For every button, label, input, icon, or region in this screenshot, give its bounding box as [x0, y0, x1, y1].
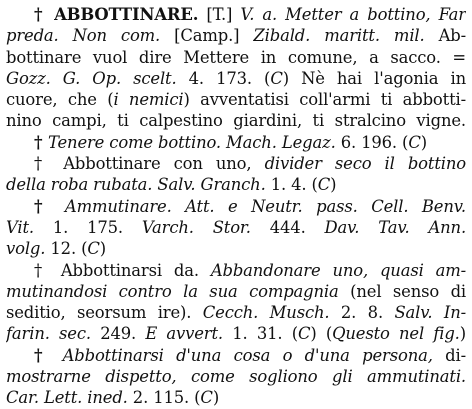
entry-text-segment: Zibald. maritt. mil. — [253, 26, 425, 46]
entry-text-segment: Questo nel fig. — [332, 324, 460, 344]
entry-text-segment: farin. sec. — [6, 324, 91, 344]
entry-text-segment: 1. 31. ( — [222, 324, 298, 344]
entry-text-segment: mostrarne dispetto, come sogliono gli ammutinati. — [6, 367, 466, 387]
entry-text-segment: Dav. Tav. Ann. — [324, 217, 466, 237]
entry-text-segment: (nel senso di — [338, 281, 466, 301]
entry-text-segment: volg. — [6, 239, 46, 259]
entry-text-segment: 444. — [250, 217, 325, 237]
citation-line — [6, 110, 466, 131]
entry-text-segment: di- — [432, 345, 466, 365]
entry-text-segment: C — [317, 175, 331, 195]
entry-text-segment: i nemici — [113, 90, 184, 110]
obsolete-marker: † — [34, 196, 65, 216]
entry-text-segment: Tenere come bottino. Mach. Legaz. — [47, 132, 336, 152]
entry-text-segment: Vit. — [6, 217, 34, 237]
entry-text-segment: Salv. In- — [394, 303, 466, 323]
citation-line — [6, 387, 466, 408]
entry-text-segment: 6. 196. ( — [335, 132, 409, 152]
sense-line — [6, 260, 466, 281]
entry-text-segment: Varch. Stor. — [141, 217, 251, 237]
entry-text-segment: ) — [330, 175, 337, 195]
entry-text-segment: preda. Non com. — [6, 26, 161, 46]
definition-line — [6, 25, 466, 46]
entry-text-segment: ) — [459, 324, 466, 344]
entry-text-segment: cuore, che ( — [6, 90, 114, 110]
dictionary-entry-abbottinare — [6, 4, 466, 409]
sense-line — [6, 174, 466, 195]
entry-text-segment: 12. ( — [45, 239, 88, 259]
entry-text-segment: C — [200, 388, 213, 408]
citation-line — [6, 238, 466, 259]
entry-text-segment: 1. 175. — [34, 217, 142, 237]
entry-text-segment: nino campi, ti calpestino giardini, ti stralcino vigne. — [6, 111, 466, 131]
obsolete-marker: † — [34, 345, 63, 365]
sense-line — [6, 366, 466, 387]
entry-text-segment: [T.] — [198, 5, 241, 24]
entry-text-segment: ) ( — [310, 324, 333, 344]
entry-text-segment: bottinare vuol dire Mettere in comune, a sacco. = — [6, 47, 466, 67]
entry-text-segment: Abbottinarsi d'una cosa o d'una persona, — [62, 345, 433, 365]
entry-text-segment: C — [270, 68, 283, 88]
entry-text-segment: Gozz. G. Op. scelt. — [6, 68, 177, 88]
entry-text-segment: V. a. Metter a bottino, Far — [240, 5, 466, 24]
entry-text-segment: ) avventatisi coll'armi ti abbotti- — [183, 90, 466, 110]
entry-text-segment: 4. 173. ( — [176, 68, 271, 88]
entry-text-segment: Car. Lett. ined. — [6, 388, 128, 408]
entry-text-segment: † Abbottinare con uno, — [34, 154, 265, 174]
entry-text-segment: 249. — [90, 324, 146, 344]
entry-text-segment: mutinandosi contro la sua compagnia — [6, 281, 339, 301]
entry-text-segment: ) — [99, 239, 106, 259]
entry-text-segment: 2. 8. — [329, 303, 395, 323]
citation-line — [6, 89, 466, 110]
citation-line — [6, 68, 466, 89]
sense-line — [6, 196, 466, 217]
citation-line — [6, 302, 466, 323]
entry-text-segment: Abbandonare uno, quasi am- — [210, 260, 466, 280]
entry-text-segment: seditio, seorsum ire). — [6, 303, 203, 323]
entry-text-segment: C — [408, 132, 421, 152]
entry-text-segment: 2. 115. ( — [127, 388, 201, 408]
entry-text-segment: E avvert. — [145, 324, 223, 344]
entry-text-segment: divider seco il bottino — [264, 154, 466, 174]
sense-line — [6, 345, 466, 366]
citation-line — [6, 217, 466, 238]
headword-line — [6, 4, 466, 25]
citation-line — [6, 323, 466, 344]
sense-line — [6, 132, 466, 153]
entry-text-segment: della roba rubata. Salv. Granch. — [6, 175, 266, 195]
entry-text-segment: 1. 4. ( — [265, 175, 318, 195]
definition-line — [6, 47, 466, 68]
obsolete-marker: † — [34, 5, 55, 24]
entry-text-segment: Cecch. Musch. — [202, 303, 330, 323]
headword: ABBOTTINARE. — [54, 5, 199, 24]
obsolete-marker: † — [34, 132, 48, 152]
entry-text-segment: ) Nè hai l'agonia in — [282, 68, 466, 88]
entry-text-segment: Ab- — [424, 26, 466, 46]
entry-text-segment: ) — [420, 132, 427, 152]
entry-text-segment: C — [87, 239, 100, 259]
entry-text-segment: [Camp.] — [160, 26, 254, 46]
entry-text-segment: ) — [212, 388, 220, 408]
entry-text-segment: C — [297, 324, 311, 344]
sense-line — [6, 281, 466, 302]
sense-line — [6, 153, 466, 174]
entry-text-segment: † Abbottinarsi da. — [34, 260, 211, 280]
entry-text-segment: Ammutinare. Att. e Neutr. pass. Cell. Benv. — [64, 196, 466, 216]
